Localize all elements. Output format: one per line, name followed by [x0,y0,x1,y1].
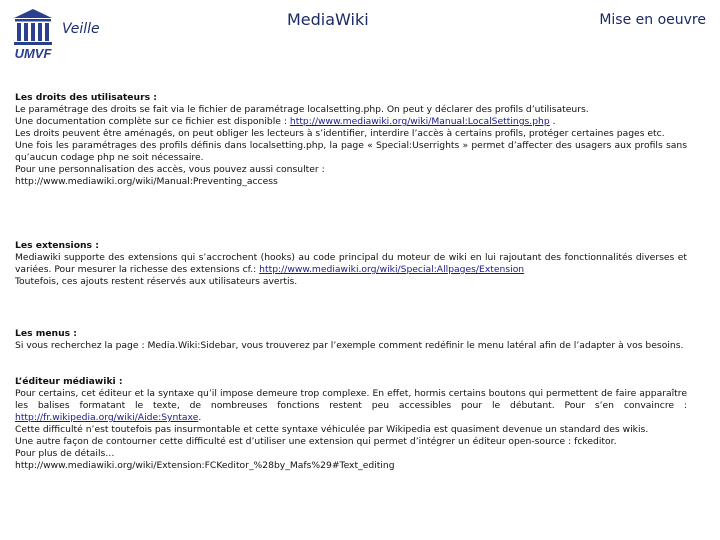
paragraph: Cette difficulté n’est toutefois pas insurmontable et cette syntaxe véhiculée par Wikipedia est quasiment devenue un standard des wikis. [15,424,649,435]
link-suffix: . [549,116,556,127]
paragraph-text: Une documentation complète sur ce fichier est disponible : [15,116,290,127]
section-heading: Les extensions : [15,240,99,251]
paragraph-text: Mediawiki supporte des extensions qui s’accrochent (hooks) au code principal du moteur de wiki en lui rajoutant des fonctionnalités diverses et variées. Pour mesurer la richesse des extensions cf.: [15,252,687,275]
paragraph: Pour une personnalisation des accès, vous pouvez aussi consulter : [15,164,325,175]
syntaxe-link[interactable]: http://fr.wikipedia.org/wiki/Aide:Syntaxe [15,412,199,423]
extensions-link[interactable]: http://www.mediawiki.org/wiki/Special:Allpages/Extension [259,264,525,275]
section-menus [15,328,687,352]
paragraph [15,388,687,424]
paragraph: Toutefois, ces ajouts restent réservés aux utilisateurs avertis. [15,276,298,287]
paragraph: Une autre façon de contourner cette difficulté est d’utiliser une extension qui permet d’intégrer un éditeur open-source : fckeditor. [15,436,617,447]
paragraph: Une fois les paramétrages des profils définis dans localsetting.php, la page « Special:Userrights » permet d’affecter des usagers aux profils sans qu’aucun codage php ne soit nécessaire. [15,140,687,163]
svg-text:UMVF: UMVF [14,46,52,61]
doc-link[interactable]: http://www.mediawiki.org/wiki/Manual:LocalSettings.php [289,116,550,127]
paragraph: Les droits peuvent être aménagés, on peut obliger les lecteurs à s’identifier, interdire l’accès à certains profils, protéger certaines pages etc. [15,128,665,139]
url-text: http://www.mediawiki.org/wiki/Extension:FCKeditor_%28by_Mafs%29#Text_editing [15,460,395,471]
paragraph: Si vous recherchez la page : Media.Wiki:Sidebar, vous trouverez par l’exemple comment redéfinir le menu latéral afin de l’adapter à vos besoins. [15,340,684,351]
section-label: Mise en oeuvre [599,12,706,28]
umvf-logo [10,6,56,62]
section-extensions [15,240,687,288]
url-text: http://www.mediawiki.org/wiki/Manual:Preventing_access [15,176,278,187]
section-editeur [15,376,687,472]
section-heading: Les menus : [15,328,77,339]
section-droits [15,92,687,188]
section-heading: L’éditeur médiawiki : [15,376,123,387]
paragraph [15,252,687,276]
paragraph [15,116,687,128]
veille-label: Veille [62,21,100,37]
paragraph: Le paramétrage des droits se fait via le fichier de paramétrage localsetting.php. On peut y déclarer des profils d’utilisateurs. [15,104,589,115]
page-title: MediaWiki [287,10,369,29]
section-heading: Les droits des utilisateurs : [15,92,157,103]
link-suffix: . [198,412,202,423]
paragraph: Pour plus de détails… [15,448,115,459]
paragraph-text: Pour certains, cet éditeur et la syntaxe qu’il impose demeure trop complexe. En effet, hormis certains boutons qui permettent de faire apparaître les balises formatant le texte, de nombreuses fonctions restent peu accessibles pour le débutant. Pour s’en convaincre : [15,388,687,411]
